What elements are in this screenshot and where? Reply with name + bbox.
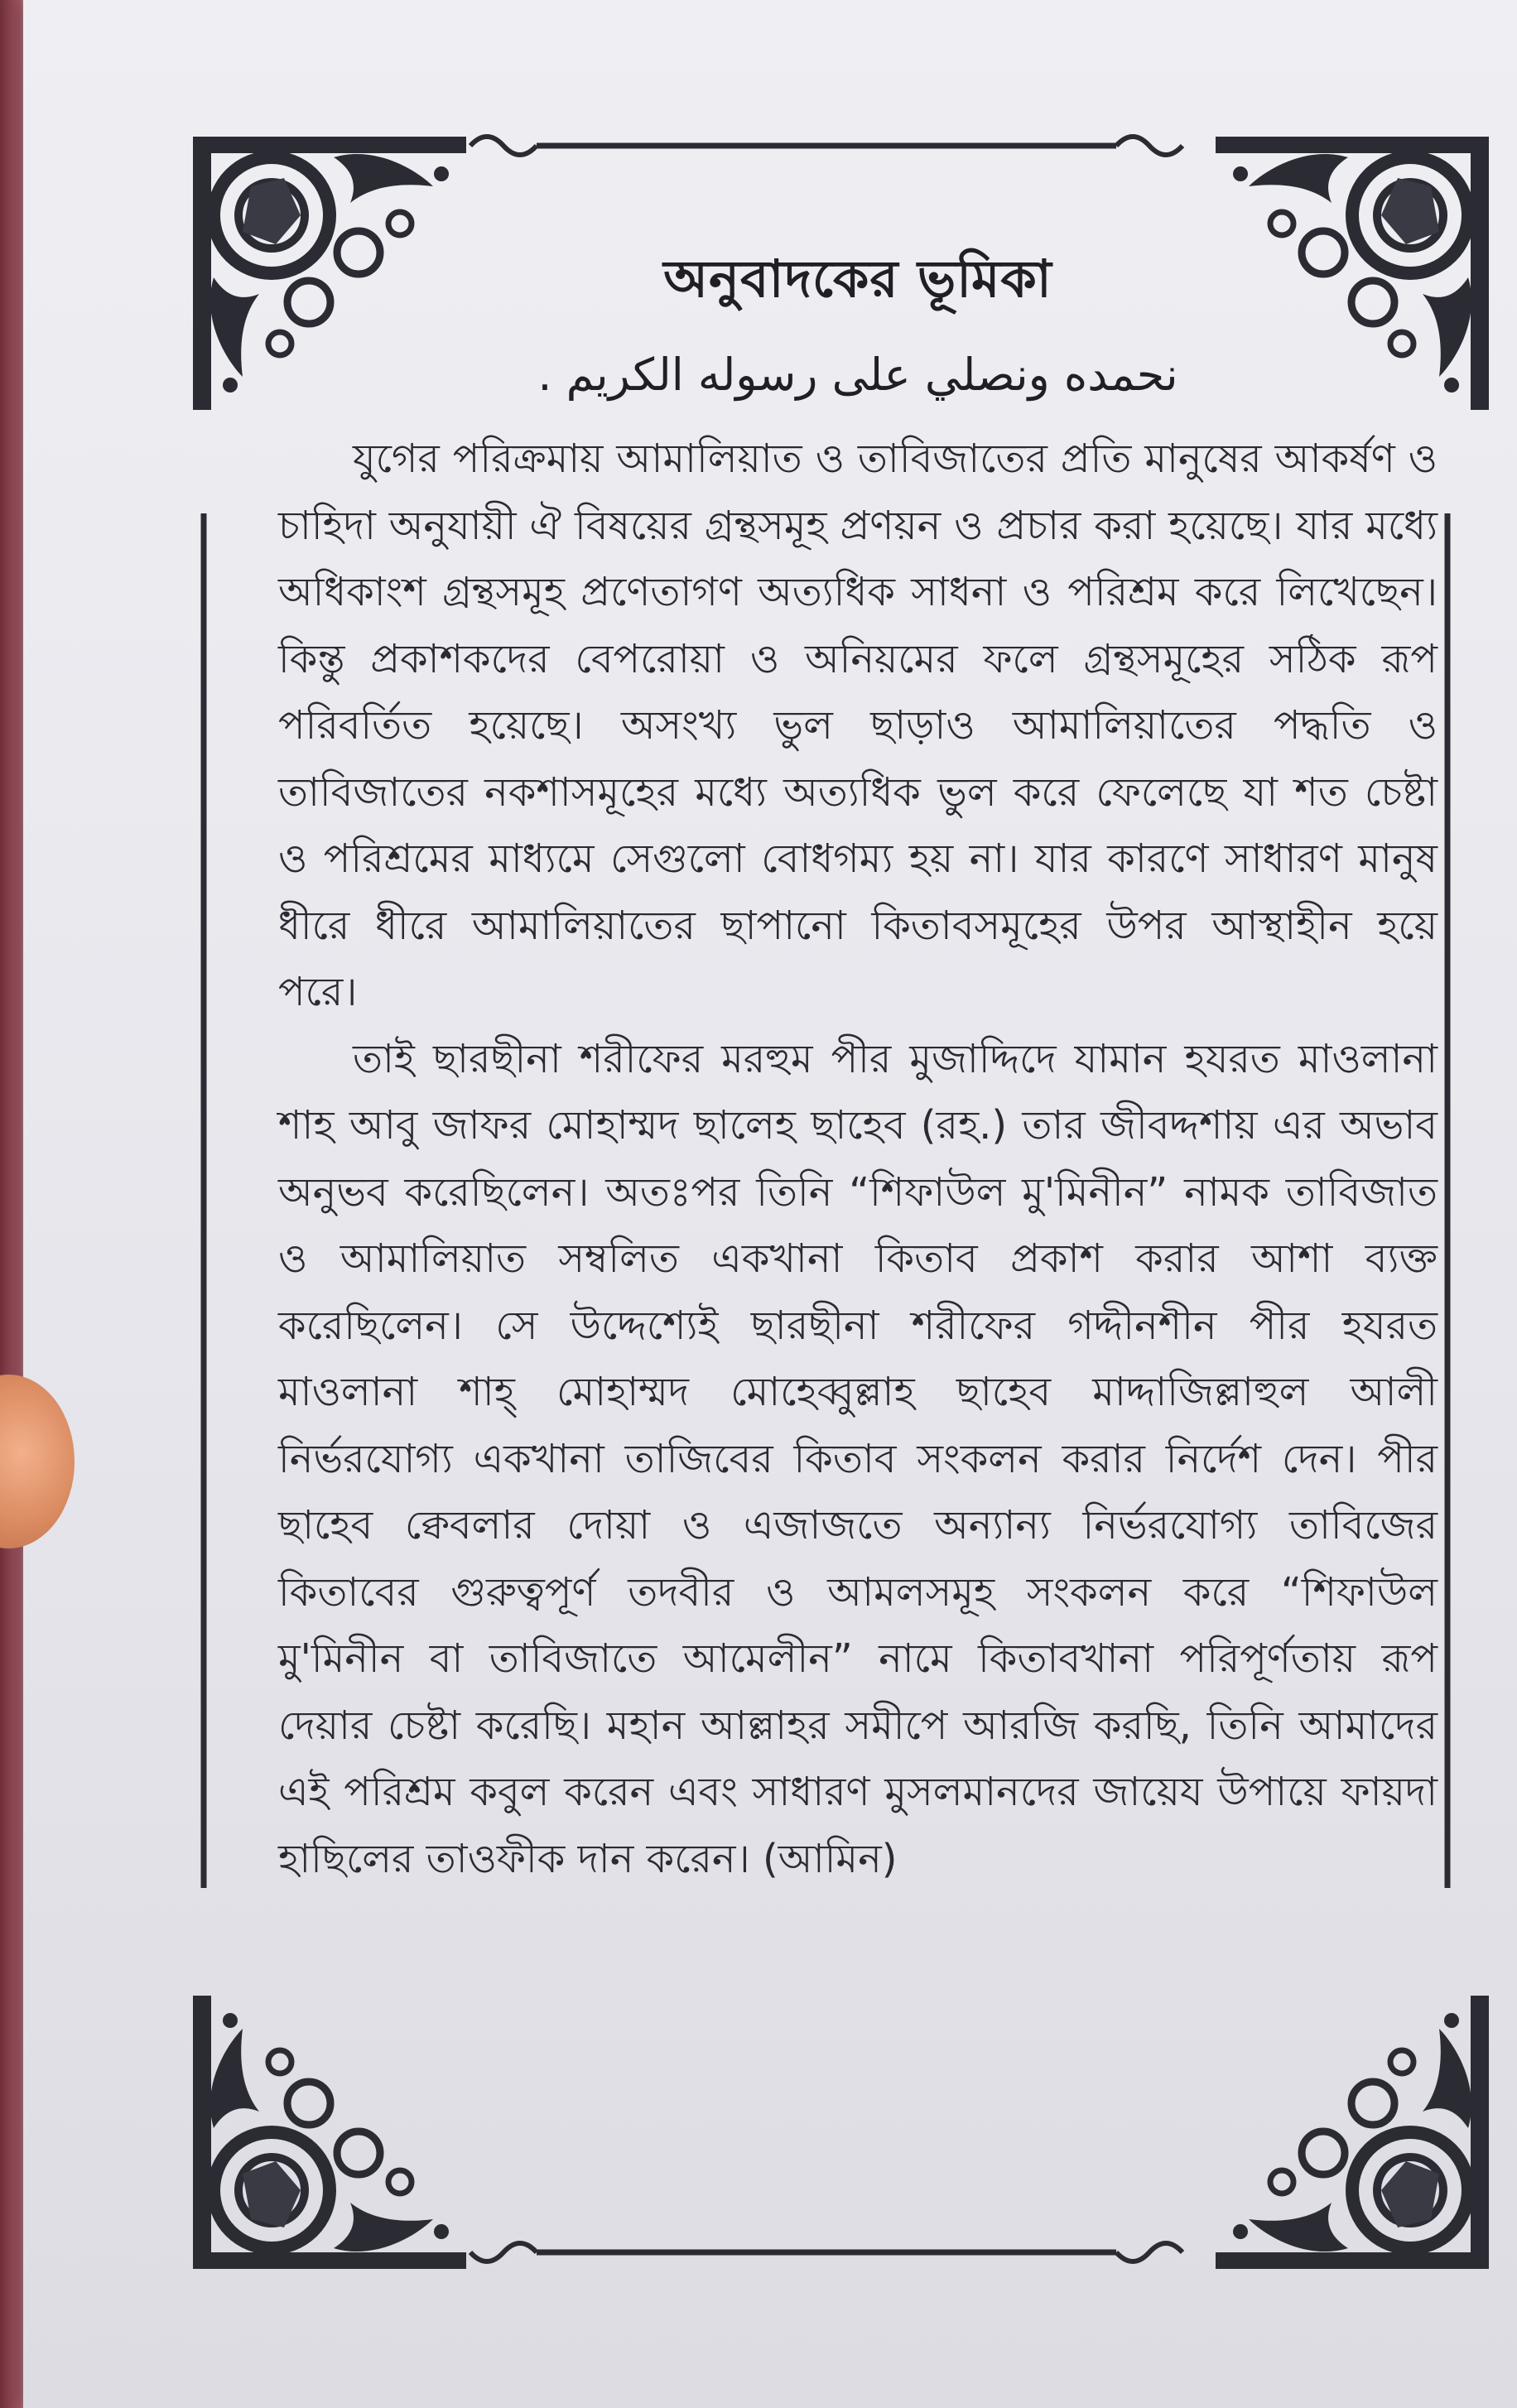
paragraph-2: তাই ছারছীনা শরীফের মরহুম পীর মুজাদ্দিদে যামান হযরত মাওলানা শাহ আবু জাফর মোহাম্মদ ছালেহ ছাহেব (রহ.) তার জীবদ্দশায় এর অভাব অনুভব করেছিলেন। অতঃপর তিনি “শিফাউল মু'মিনীন” নামক তাবিজাত ও আমালিয়াত সম্বলিত একখানা কিতাব প্রকাশ করার আশা ব্যক্ত করেছিলেন। সে উদ্দেশ্যেই ছারছীনা শরীফের গদ্দীনশীন পীর হযরত মাওলানা শাহ্ মোহাম্মদ মোহেব্বুল্লাহ ছাহেব মাদ্দাজিল্লাহুল আলী নির্ভরযোগ্য একখানা তাজিবের কিতাব সংকলন করার নির্দেশ দেন। পীর ছাহেব ক্বেবলার দোয়া ও এজাজতে অন্যান্য নির্ভরযোগ্য তাবিজের কিতাবের গুরুত্বপূর্ণ তদবীর ও আমলসমূহ সংকলন করে “শিফাউল মু'মিনীন বা তাবিজাতে আমেলীন” নামে কিতাবখানা পরিপূর্ণতায় রূপ দেয়ার চেষ্টা করেছি। মহান আল্লাহর সমীপে আরজি করছি, তিনি আমাদের এই পরিশ্রম কবুল করেন এবং সাধারণ মুসলমানদের জায়েয উপায়ে ফায়দা হাছিলের তাওফীক দান করেন। (আমিন) (278, 1035, 1438, 1882)
page-content (278, 240, 1438, 1892)
arabic-invocation: نحمده ونصلي على رسوله الكريم . (537, 349, 1178, 401)
page-title: অনুবাদকের ভূমিকা (663, 248, 1052, 309)
paragraph-1: যুগের পরিক্রমায় আমালিয়াত ও তাবিজাতের প্রতি মানুষের আকর্ষণ ও চাহিদা অনুযায়ী ঐ বিষয়ের গ্রন্থসমূহ প্রণয়ন ও প্রচার করা হয়েছে। যার মধ্যে অধিকাংশ গ্রন্থসমূহ প্রণেতাগণ অত্যধিক সাধনা ও পরিশ্রম করে লিখেছেন। কিন্তু প্রকাশকদের বেপরোয়া ও অনিয়মের ফলে গ্রন্থসমূহের সঠিক রূপ পরিবর্তিত হয়েছে। অসংখ্য ভুল ছাড়াও আমালিয়াতের পদ্ধতি ও তাবিজাতের নকশাসমূহের মধ্যে অত্যধিক ভুল করে ফেলেছে যা শত চেষ্টা ও পরিশ্রমের মাধ্যমে সেগুলো বোধগম্য হয় না। যার কারণে সাধারণ মানুষ ধীরে ধীরে আমালিয়াতের ছাপানো কিতাবসমূহের উপর আস্থাহীন হয়ে পরে। (278, 436, 1438, 1015)
book-page (23, 0, 1517, 2408)
